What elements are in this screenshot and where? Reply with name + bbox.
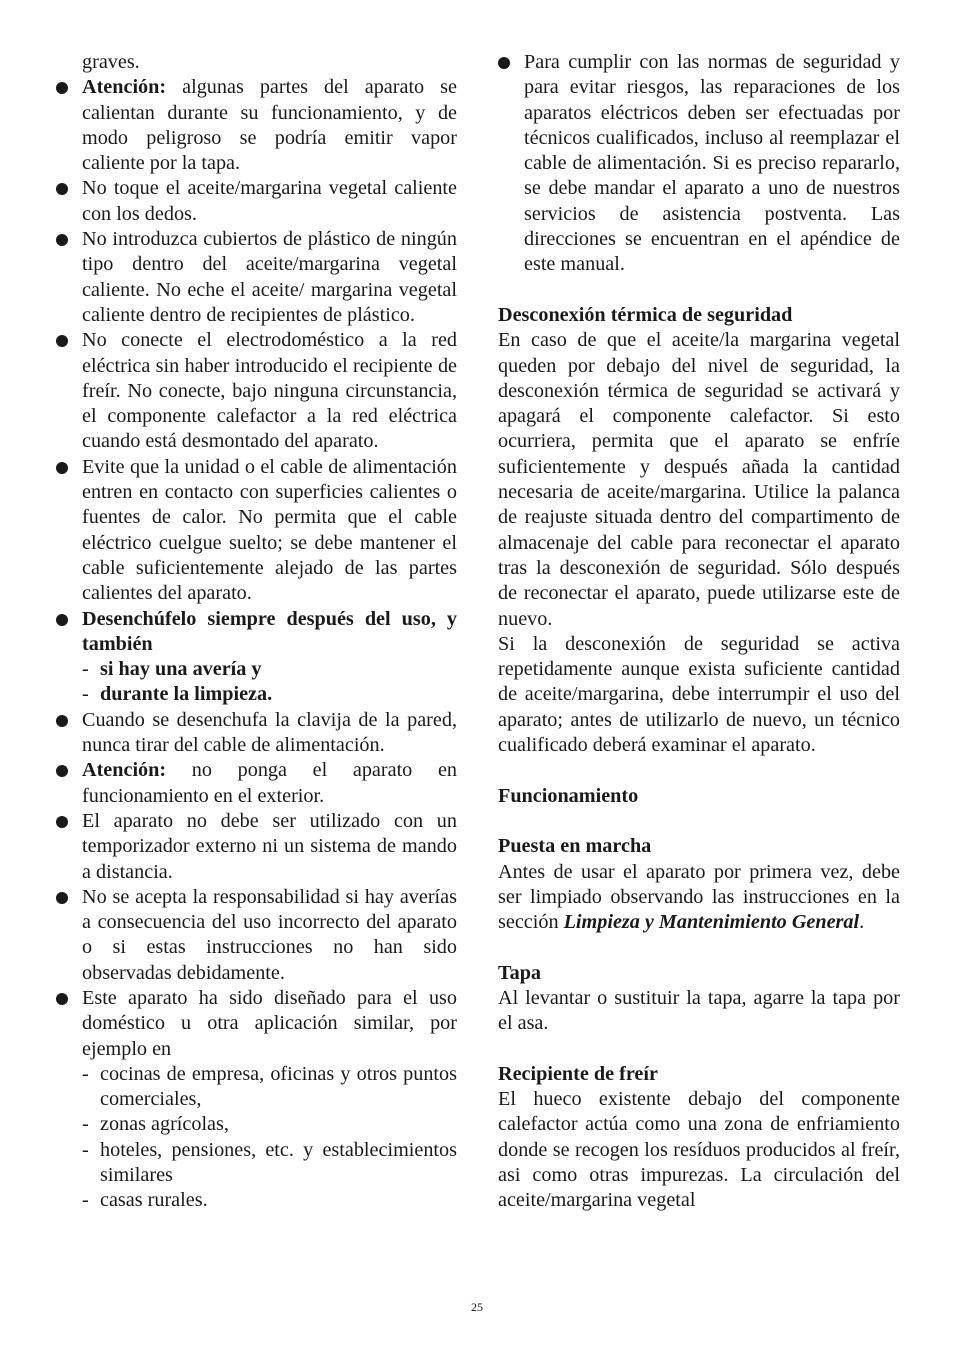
bullet-icon bbox=[498, 57, 510, 69]
bullet-icon bbox=[56, 993, 68, 1005]
section-heading: Desconexión térmica de seguridad bbox=[498, 303, 793, 326]
section-heading: Recipiente de freír bbox=[498, 1062, 658, 1085]
list-item: Evite que la unidad o el cable de alimentación entren en contacto con superficies calientes o fuentes de calor. No permita que el cable eléctrico cuelgue suelto; se debe mantener el cable suficientemente alejado de las partes calientes del aparato. bbox=[56, 455, 457, 607]
bullet-icon bbox=[56, 234, 68, 246]
dash-marker: - bbox=[82, 1189, 89, 1212]
spacer bbox=[498, 935, 900, 960]
list-item: Para cumplir con las normas de seguridad y para evitar riesgos, las reparaciones de los aparatos eléctricos deben ser efectuadas por técnicos cualificados, incluso al reemplazar el cable de alimentación. Si es preciso repararlo, se debe mandar el aparato a uno de nuestros servicios de asistencia postventa. Las direcciones se encuentran en el apéndice de este manual. bbox=[498, 50, 900, 278]
list-item: Atención: no ponga el aparato en funcionamiento en el exterior. bbox=[56, 758, 457, 809]
paragraph: Si la desconexión de seguridad se activa repetidamente aunque exista suficiente cantidad de aceite/margarina, debe interrumpir el uso del aparato; antes de utilizarlo de nuevo, un técnico cualificado deberá examinar el aparato. bbox=[498, 632, 900, 757]
spacer bbox=[498, 278, 900, 303]
dash-marker: - bbox=[82, 683, 89, 706]
continued-text: graves. bbox=[82, 51, 140, 73]
list-item: Atención: algunas partes del aparato se calientan durante su funcionamiento, y de modo peligroso se podría emitir vapor caliente por la tapa. bbox=[56, 75, 457, 176]
page-number: 25 bbox=[471, 1300, 483, 1314]
list-item: No conecte el electrodoméstico a la red eléctrica sin haber introducido el recipiente de freír. No conecte, bajo ninguna circunstancia, el componente calefactor a la red eléctrica cuando está desmontado del aparato. bbox=[56, 328, 457, 454]
bullet-icon bbox=[56, 765, 68, 777]
left-column bbox=[56, 50, 457, 1214]
spacer bbox=[498, 758, 900, 783]
spacer bbox=[498, 809, 900, 834]
right-column bbox=[498, 50, 900, 1214]
section-heading: Puesta en marcha bbox=[498, 835, 652, 858]
bullet-icon bbox=[56, 892, 68, 904]
sub-list-item: - casas rurales. bbox=[56, 1188, 457, 1213]
list-item: No se acepta la responsabilidad si hay averías a consecuencia del uso incorrecto del aparato o si estas instrucciones no han sido observadas debidamente. bbox=[56, 885, 457, 986]
list-item: Cuando se desenchufa la clavija de la pared, nunca tirar del cable de alimentación. bbox=[56, 708, 457, 759]
sub-list-item: - si hay una avería y bbox=[56, 657, 457, 682]
dash-marker: - bbox=[82, 1138, 89, 1161]
list-item: No toque el aceite/margarina vegetal caliente con los dedos. bbox=[56, 176, 457, 227]
section-heading: Funcionamiento bbox=[498, 784, 639, 807]
list-item: Desenchúfelo siempre después del uso, y también bbox=[56, 607, 457, 658]
list-item: Este aparato ha sido diseñado para el uso doméstico u otra aplicación similar, por ejemplo en bbox=[56, 986, 457, 1062]
list-item: No introduzca cubiertos de plástico de ningún tipo dentro del aceite/margarina vegetal caliente. No eche el aceite/ margarina vegetal caliente dentro de recipientes de plástico. bbox=[56, 227, 457, 328]
sub-list-item: - durante la limpieza. bbox=[56, 682, 457, 707]
dash-marker: - bbox=[82, 658, 89, 681]
paragraph: En caso de que el aceite/la margarina vegetal queden por debajo del nivel de seguridad, la desconexión térmica de seguridad se activará y apagará el componente calefactor. Si esto ocurriera, permita que el aparato se enfríe suficientemente y después añada la cantidad necesaria de aceite/margarina. Utilice la palanca de reajuste situada dentro del compartimento de almacenaje del cable para reconectar el aparato tras la desconexión de seguridad. Sólo después de reconectar el aparato, puede utilizarse este de nuevo. bbox=[498, 329, 900, 630]
bullet-icon bbox=[56, 335, 68, 347]
emphasis-reference: Limpieza y Mantenimiento General bbox=[563, 911, 860, 934]
paragraph: Antes de usar el aparato por primera vez, debe ser limpiado observando las instrucciones en la sección Limpieza y Mantenimiento General. bbox=[498, 860, 900, 934]
bullet-icon bbox=[56, 614, 68, 626]
dash-marker: - bbox=[82, 1113, 89, 1136]
spacer bbox=[498, 1037, 900, 1062]
bullet-icon bbox=[56, 183, 68, 195]
sub-list-item: - zonas agrícolas, bbox=[56, 1112, 457, 1137]
bullet-icon bbox=[56, 462, 68, 474]
bullet-icon bbox=[56, 715, 68, 727]
paragraph: El hueco existente debajo del componente calefactor actúa como una zona de enfriamiento donde se recogen los resíduos producidos al freír, asi como otras impurezas. La circulación del aceite/margarina vegetal bbox=[498, 1088, 900, 1212]
dash-marker: - bbox=[82, 1062, 89, 1085]
sub-list-item: - hoteles, pensiones, etc. y establecimientos similares bbox=[82, 1138, 457, 1187]
paragraph: Al levantar o sustituir la tapa, agarre la tapa por el asa. bbox=[498, 986, 900, 1035]
section-heading: Tapa bbox=[498, 961, 542, 984]
sub-list-item: - cocinas de empresa, oficinas y otros puntos comerciales, bbox=[82, 1062, 457, 1111]
bullet-icon bbox=[56, 816, 68, 828]
bullet-icon bbox=[56, 82, 68, 94]
list-item: El aparato no debe ser utilizado con un temporizador externo ni un sistema de mando a distancia. bbox=[56, 809, 457, 885]
